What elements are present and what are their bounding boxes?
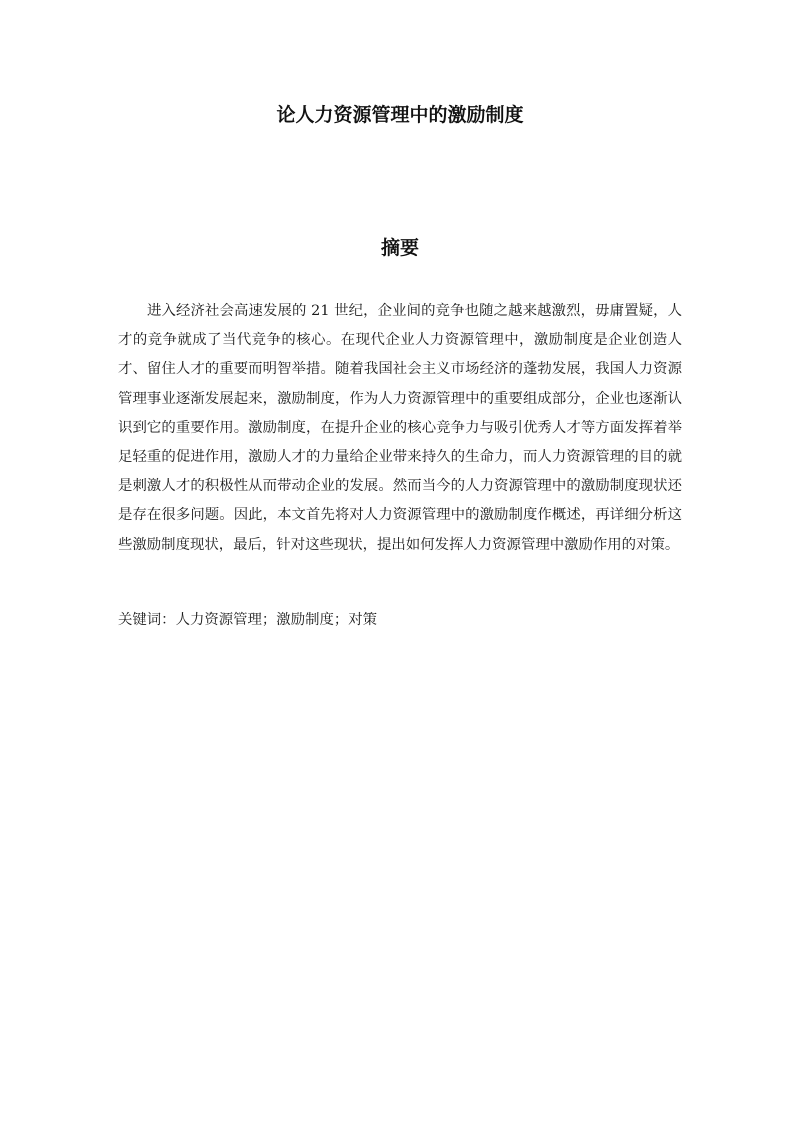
keywords-line: 关键词：人力资源管理；激励制度；对策 [118,612,378,628]
abstract-heading: 摘要 [380,237,419,259]
document-title: 论人力资源管理中的激励制度 [276,104,524,126]
abstract-paragraph: 进入经济社会高速发展的 21 世纪，企业间的竞争也随之越来越激烈，毋庸置疑，人才的竞争就成了当代竞争的核心。在现代企业人力资源管理中，激励制度是企业创造人才、留住人才的重要而明智举措。随着我国社会主义市场经济的蓬勃发展，我国人力资源管理事业逐渐发展起来，激励制度，作为人力资源管理中的重要组成部分，企业也逐渐认识到它的重要作用。激励制度，在提升企业的核心竞争力与吸引优秀人才等方面发挥着举足轻重的促进作用，激励人才的力量给企业带来持久的生命力，而人力资源管理的目的就是刺激人才的积极性从而带动企业的发展。然而当今的人力资源管理中的激励制度现状还是存在很多问题。因此，本文首先将对人力资源管理中的激励制度作概述，再详细分析这些激励制度现状，最后，针对这些现状，提出如何发挥人力资源管理中激励作用的对策。 [118,303,682,553]
